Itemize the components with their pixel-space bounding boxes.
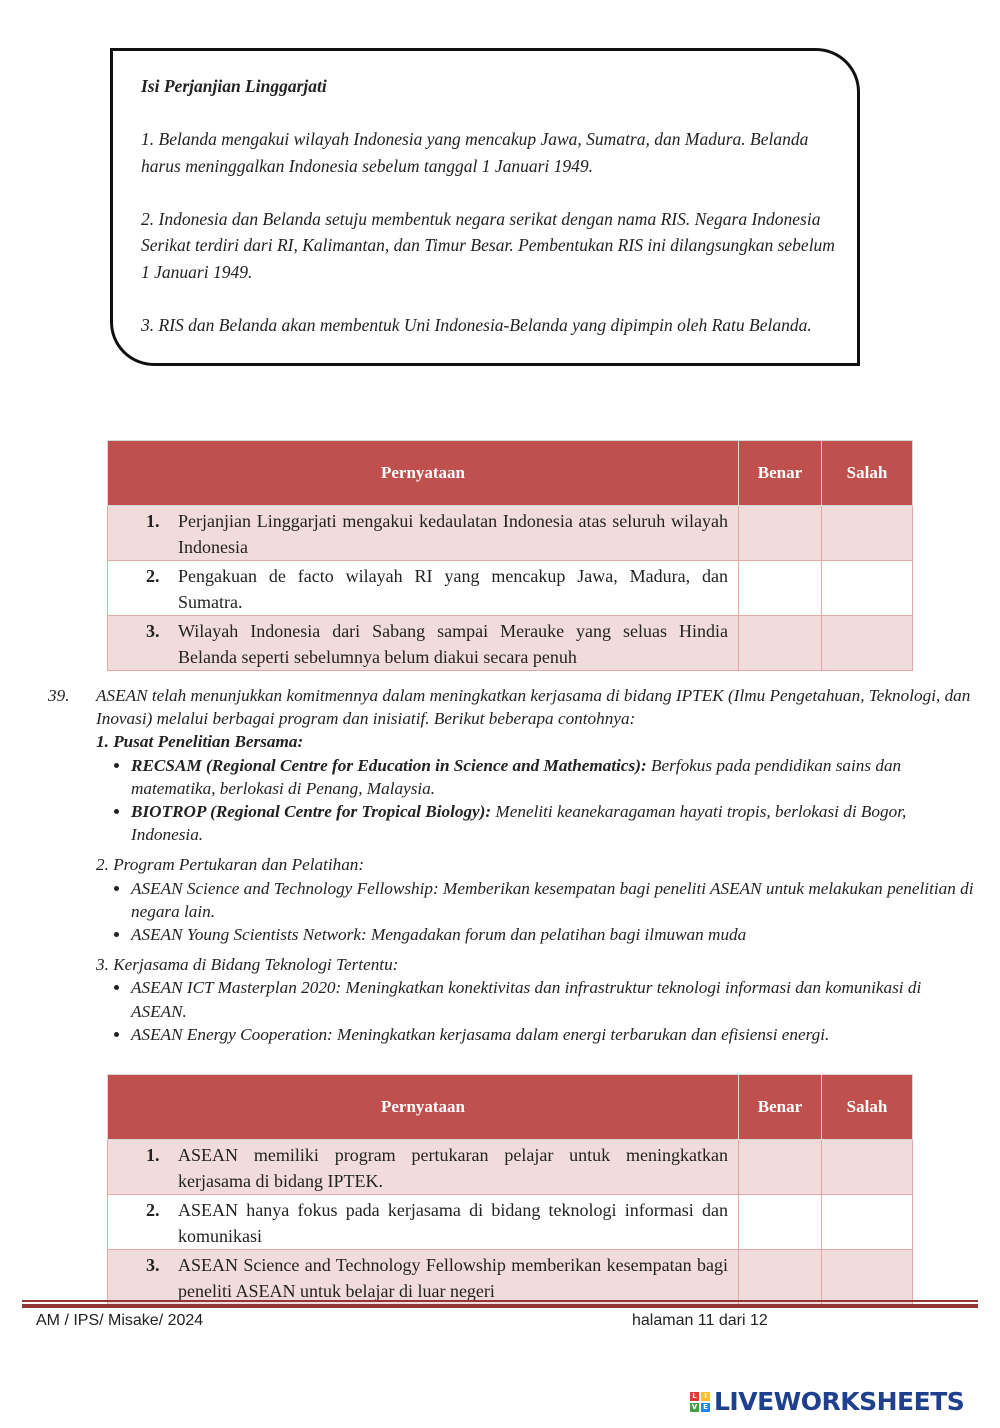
statement-text: Wilayah Indonesia dari Sabang sampai Merauke yang seluas Hindia Belanda seperti sebelumnya belum diakui secara penuh (178, 621, 728, 667)
statement-cell (108, 1195, 739, 1250)
footer-page-number: halaman 11 dari 12 (632, 1312, 768, 1329)
statement-number: 1. (146, 1145, 160, 1165)
statement-text: Perjanjian Linggarjati mengakui kedaulatan Indonesia atas seluruh wilayah Indonesia (178, 511, 728, 557)
statement-number: 2. (146, 1200, 160, 1220)
biotrop-text: Meneliti keanekaragaman hayati tropis, berlokasi di Bogor, Indonesia. (131, 802, 907, 845)
salah-answer-cell[interactable] (822, 506, 913, 561)
list-item: • ASEAN Young Scientists Network: Mengadakan forum dan pelatihan bagi ilmuwan muda (131, 923, 978, 946)
live-icon-letter: I (701, 1392, 710, 1401)
header-benar: Benar (739, 1075, 822, 1140)
header-salah: Salah (822, 441, 913, 506)
statement-cell (108, 1140, 739, 1195)
table-row (108, 1250, 913, 1305)
salah-answer-cell[interactable] (822, 1140, 913, 1195)
live-icon-letter: V (691, 1402, 698, 1411)
table-row (108, 616, 913, 671)
footer-document-id: AM / IPS/ Misake/ 2024 (36, 1312, 204, 1329)
header-pernyataan: Pernyataan (108, 441, 739, 506)
benar-answer-cell[interactable] (739, 1140, 822, 1195)
statement-number: 2. (146, 566, 160, 586)
true-false-table-2 (107, 1074, 913, 1305)
section-2-title: 2. Program Pertukaran dan Pelatihan: (96, 855, 365, 875)
statement-cell (108, 1250, 739, 1305)
reading-paragraph-2: 2. Indonesia dan Belanda setuju membentuk negara serikat dengan nama RIS. Negara Indonesia Serikat terdiri dari RI, Kalimantan, dan Timur Besar. Pembentukan RIS ini dilangsungkan sebelum 1 Januari 1949. (141, 208, 835, 282)
statement-text: ASEAN Science and Technology Fellowship memberikan kesempatan bagi peneliti ASEAN untuk belajar di luar negeri (178, 1255, 728, 1301)
question-intro: ASEAN telah menunjukkan komitmennya dalam meningkatkan kerjasama di bidang IPTEK (Ilmu Pengetahuan, Teknologi, dan Inovasi) melalui berbagai program dan inisiatif. Berikut beberapa contohnya: (96, 686, 971, 729)
live-icon-letter: E (701, 1403, 710, 1412)
list-item: • ASEAN Science and Technology Fellowship: Memberikan kesempatan bagi peneliti ASEAN untuk melakukan penelitian di negara lain. (131, 877, 978, 923)
question-39 (48, 684, 978, 1053)
logo-wordmark: LIVEWORKSHEETS (714, 1387, 965, 1416)
benar-answer-cell[interactable] (739, 1195, 822, 1250)
benar-answer-cell[interactable] (739, 616, 822, 671)
reading-box-title: Isi Perjanjian Linggarjati (141, 76, 327, 96)
list-item (131, 800, 978, 846)
live-icon-letter: L (690, 1392, 699, 1401)
benar-answer-cell[interactable] (739, 1250, 822, 1305)
salah-answer-cell[interactable] (822, 561, 913, 616)
reading-box[interactable] (110, 48, 860, 366)
salah-answer-cell[interactable] (822, 1250, 913, 1305)
list-item: • ASEAN ICT Masterplan 2020: Meningkatkan konektivitas dan infrastruktur teknologi informasi dan komunikasi di ASEAN. (131, 976, 978, 1022)
statement-number: 1. (146, 511, 160, 531)
live-icon (690, 1392, 710, 1412)
section-3-title: 3. Kerjasama di Bidang Teknologi Tertentu: (96, 955, 399, 975)
header-pernyataan: Pernyataan (108, 1075, 739, 1140)
header-salah: Salah (822, 1075, 913, 1140)
statement-cell (108, 561, 739, 616)
table-row (108, 506, 913, 561)
footer-divider-thick (22, 1304, 978, 1308)
footer-divider-thin (22, 1300, 978, 1302)
recsam-label: RECSAM (Regional Centre for Education in Science and Mathematics): (131, 755, 647, 775)
question-number: 39. (48, 686, 70, 705)
statement-number: 3. (146, 1255, 160, 1275)
liveworksheets-logo[interactable] (690, 1387, 964, 1416)
statement-text: ASEAN hanya fokus pada kerjasama di bidang teknologi informasi dan komunikasi (178, 1200, 728, 1246)
section-1-title: 1. Pusat Penelitian Bersama: (96, 732, 304, 752)
table-row (108, 561, 913, 616)
section-3-list (96, 976, 978, 1046)
statement-text: Pengakuan de facto wilayah RI yang mencakup Jawa, Madura, dan Sumatra. (178, 566, 728, 612)
benar-answer-cell[interactable] (739, 561, 822, 616)
benar-answer-cell[interactable] (739, 506, 822, 561)
statement-number: 3. (146, 621, 160, 641)
reading-paragraph-3: 3. RIS dan Belanda akan membentuk Uni Indonesia-Belanda yang dipimpin oleh Ratu Belanda. (141, 314, 812, 335)
salah-answer-cell[interactable] (822, 1195, 913, 1250)
section-2-list (96, 877, 978, 947)
true-false-table-1 (107, 440, 913, 671)
salah-answer-cell[interactable] (822, 616, 913, 671)
statement-cell (108, 616, 739, 671)
statement-cell (108, 506, 739, 561)
list-item: • ASEAN Energy Cooperation: Meningkatkan kerjasama dalam energi terbarukan dan efisiensi energi. (131, 1023, 978, 1046)
reading-paragraph-1: 1. Belanda mengakui wilayah Indonesia yang mencakup Jawa, Sumatra, dan Madura. Belanda harus meninggalkan Indonesia sebelum tanggal 1 Januari 1949. (141, 129, 809, 176)
reading-box-content (141, 73, 841, 344)
recsam-text: Berfokus pada pendidikan sains dan matematika, berlokasi di Penang, Malaysia. (131, 755, 902, 798)
section-1-list (96, 754, 978, 847)
biotrop-label: BIOTROP (Regional Centre for Tropical Biology): (131, 802, 492, 822)
table-row (108, 1195, 913, 1250)
table-row (108, 1140, 913, 1195)
header-benar: Benar (739, 441, 822, 506)
statement-text: ASEAN memiliki program pertukaran pelajar untuk meningkatkan kerjasama di bidang IPTEK. (178, 1145, 728, 1191)
list-item (131, 754, 978, 800)
